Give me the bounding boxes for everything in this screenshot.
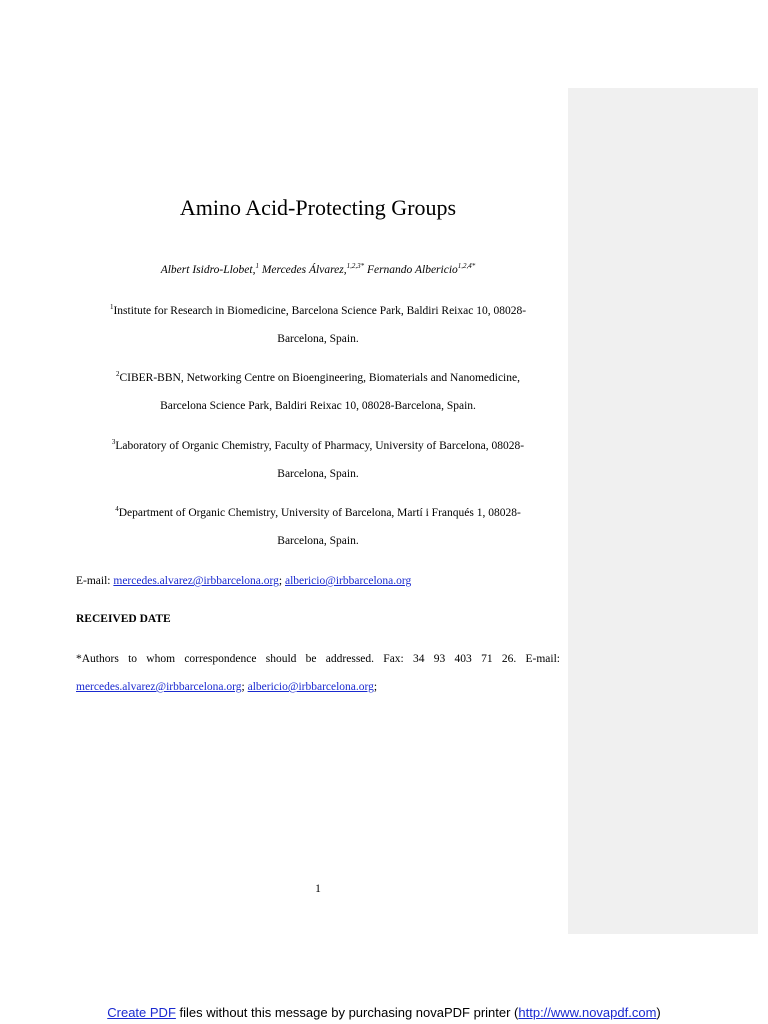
novapdf-footer [0, 1004, 768, 1022]
comment-margin-panel [568, 88, 758, 934]
affiliation-line: Laboratory of Organic Chemistry, Faculty of Pharmacy, University of Barcelona, 08028- [115, 440, 525, 452]
correspondence-end: ; [373, 681, 378, 693]
author-affiliation-marker: 1,2,3* [346, 262, 365, 271]
author-affiliation-marker: 1 [255, 262, 259, 271]
email-link-albericio[interactable]: albericio@irbbarcelona.org [285, 575, 412, 587]
affiliation-2 [76, 364, 560, 420]
affiliation-marker: 3 [111, 438, 116, 447]
footer-close: ) [656, 1005, 661, 1020]
footer-text: files without this message by purchasing novaPDF printer ( [175, 1005, 519, 1020]
affiliation-4 [76, 499, 560, 555]
affiliation-line: Barcelona Science Park, Baldiri Reixac 10, 08028-Barcelona, Spain. [160, 400, 476, 412]
affiliation-line: Barcelona, Spain. [277, 535, 359, 547]
email-line [76, 567, 560, 595]
author-name: Mercedes Álvarez, [261, 264, 347, 276]
author-name: Albert Isidro-Llobet, [160, 264, 256, 276]
affiliation-marker: 1 [109, 303, 114, 312]
author-name: Fernando Albericio [366, 264, 458, 276]
novapdf-url-link[interactable]: http://www.novapdf.com [518, 1005, 657, 1020]
document-title: Amino Acid-Protecting Groups [179, 195, 457, 220]
correspondence-separator: ; [241, 681, 245, 693]
affiliation-3 [76, 432, 560, 488]
correspondence-note [76, 645, 560, 701]
affiliation-line: Barcelona, Spain. [277, 333, 359, 345]
correspondence-text: *Authors to whom correspondence should be addressed. Fax: 34 93 403 71 26. E-mail: [76, 653, 560, 665]
affiliation-1 [76, 297, 560, 353]
correspondence-email-alvarez[interactable]: mercedes.alvarez@irbbarcelona.org [76, 681, 242, 693]
affiliation-marker: 4 [115, 505, 119, 514]
author-affiliation-marker: 1,2,4* [457, 262, 476, 271]
affiliation-line: Barcelona, Spain. [277, 468, 359, 480]
email-label: E-mail: [76, 575, 111, 587]
affiliation-line: Department of Organic Chemistry, University of Barcelona, Martí i Franqués 1, 08028- [118, 507, 521, 519]
correspondence-email-albericio[interactable]: albericio@irbbarcelona.org [247, 681, 374, 693]
affiliation-marker: 2 [115, 370, 120, 379]
author-list [76, 262, 560, 278]
page-number: 1 [315, 883, 321, 895]
email-separator: ; [278, 575, 283, 587]
affiliation-line: Institute for Research in Biomedicine, Barcelona Science Park, Baldiri Reixac 10, 08028- [113, 305, 527, 317]
create-pdf-link[interactable]: Create PDF [107, 1005, 176, 1020]
received-date: RECEIVED DATE [76, 613, 171, 625]
affiliation-line: CIBER-BBN, Networking Centre on Bioengineering, Biomaterials and Nanomedicine, [119, 372, 520, 384]
email-link-alvarez[interactable]: mercedes.alvarez@irbbarcelona.org [113, 575, 279, 587]
